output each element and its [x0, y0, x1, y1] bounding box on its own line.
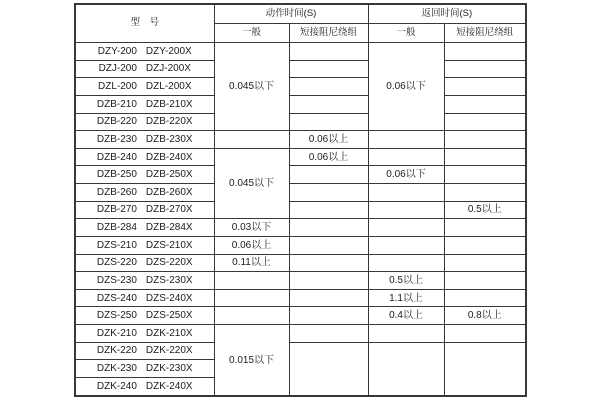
- table-row: [75, 254, 526, 272]
- value-cell: [289, 236, 368, 254]
- relay-spec-table: [74, 3, 527, 397]
- model-cell: [75, 307, 214, 325]
- value-cell: 0.015以下: [214, 325, 289, 397]
- model-cell: [75, 254, 214, 272]
- value-cell: [368, 325, 444, 343]
- model-label: DZB-250X: [145, 169, 193, 181]
- table-row: [75, 43, 526, 61]
- model-label: DZB-260: [96, 186, 137, 198]
- model-cell: [75, 43, 214, 61]
- value-cell: 0.4以上: [368, 307, 444, 325]
- header-row-1: [75, 4, 526, 24]
- model-label: DZK-210: [96, 327, 137, 339]
- header-return-time: 返回时间(S): [368, 4, 526, 24]
- header-action-general: 一般: [214, 24, 289, 43]
- table-row: [75, 113, 526, 131]
- value-cell: 0.06以上: [214, 236, 289, 254]
- model-label: DZK-240X: [145, 380, 193, 392]
- model-label: DZB-284X: [145, 222, 193, 234]
- model-cell: [75, 342, 214, 360]
- table-row: [75, 166, 526, 184]
- value-cell: 0.03以下: [214, 219, 289, 237]
- model-label: DZB-220X: [145, 116, 193, 128]
- value-cell: [444, 342, 526, 396]
- value-cell: [289, 166, 368, 184]
- table-row: [75, 289, 526, 307]
- value-cell: [444, 60, 526, 78]
- model-label: DZS-220: [96, 257, 137, 269]
- header-action-damping: 短接阻尼绕组: [289, 24, 368, 43]
- model-label: DZS-210: [96, 239, 137, 251]
- value-cell: [368, 254, 444, 272]
- value-cell: [214, 272, 289, 290]
- value-cell: [368, 236, 444, 254]
- value-cell: [289, 219, 368, 237]
- table-row: [75, 307, 526, 325]
- model-cell: [75, 219, 214, 237]
- value-cell: [289, 272, 368, 290]
- value-cell: [289, 78, 368, 96]
- model-label: DZB-210X: [145, 98, 193, 110]
- value-cell: [444, 272, 526, 290]
- value-cell: [289, 113, 368, 131]
- header-return-damping: 短接阻尼绕组: [444, 24, 526, 43]
- table-row: [75, 201, 526, 219]
- model-label: DZB-240: [96, 151, 137, 163]
- model-label: DZY-200: [97, 45, 137, 57]
- model-cell: [75, 289, 214, 307]
- model-label: DZB-270X: [145, 204, 193, 216]
- model-label: DZB-240X: [145, 151, 193, 163]
- value-cell: [368, 148, 444, 166]
- model-label: DZS-250X: [145, 310, 193, 322]
- model-label: DZS-220X: [145, 257, 193, 269]
- model-cell: [75, 113, 214, 131]
- table-row: [75, 325, 526, 343]
- table-row: [75, 184, 526, 202]
- model-label: DZL-200X: [145, 81, 192, 93]
- value-cell: [368, 342, 444, 396]
- value-cell: [444, 289, 526, 307]
- value-cell: [444, 43, 526, 61]
- model-label: DZL-200: [98, 81, 137, 93]
- value-cell: [214, 307, 289, 325]
- value-cell: 0.5以上: [444, 201, 526, 219]
- model-cell: [75, 360, 214, 378]
- value-cell: [444, 95, 526, 113]
- model-label: DZS-240: [96, 292, 137, 304]
- table-row: [75, 148, 526, 166]
- table-row: [75, 78, 526, 96]
- model-cell: [75, 377, 214, 396]
- model-label: DZJ-200X: [145, 63, 191, 75]
- model-label: DZB-270: [96, 204, 137, 216]
- table-body: [75, 43, 526, 397]
- model-label: DZB-230: [96, 133, 137, 145]
- value-cell: [368, 131, 444, 149]
- value-cell: [289, 60, 368, 78]
- value-cell: 0.045以下: [214, 43, 289, 131]
- value-cell: 1.1以上: [368, 289, 444, 307]
- table-header: [75, 4, 526, 43]
- model-label: DZB-230X: [145, 133, 193, 145]
- value-cell: [368, 184, 444, 202]
- value-cell: [289, 43, 368, 61]
- model-cell: [75, 236, 214, 254]
- header-action-time: 动作时间(S): [214, 4, 368, 24]
- model-cell: [75, 166, 214, 184]
- table-row: [75, 342, 526, 360]
- table-row: [75, 131, 526, 149]
- value-cell: [289, 184, 368, 202]
- value-cell: [214, 289, 289, 307]
- value-cell: [289, 307, 368, 325]
- model-label: DZB-260X: [145, 186, 193, 198]
- value-cell: 0.045以下: [214, 148, 289, 219]
- table-row: [75, 236, 526, 254]
- value-cell: [444, 166, 526, 184]
- model-label: DZB-210: [96, 98, 137, 110]
- model-cell: [75, 201, 214, 219]
- model-label: DZY-200X: [145, 45, 192, 57]
- value-cell: [289, 342, 368, 396]
- value-cell: [444, 254, 526, 272]
- header-model: 型 号: [75, 4, 214, 43]
- model-label: DZK-230: [96, 363, 137, 375]
- value-cell: 0.8以上: [444, 307, 526, 325]
- model-cell: [75, 148, 214, 166]
- value-cell: [289, 289, 368, 307]
- model-label: DZK-210X: [145, 327, 193, 339]
- model-label: DZK-230X: [145, 363, 193, 375]
- value-cell: [444, 184, 526, 202]
- value-cell: [444, 236, 526, 254]
- value-cell: [214, 131, 289, 149]
- model-label: DZS-230: [96, 274, 137, 286]
- value-cell: [444, 219, 526, 237]
- spec-table-container: [74, 3, 527, 397]
- value-cell: [444, 148, 526, 166]
- value-cell: 0.06以下: [368, 166, 444, 184]
- model-label: DZK-240: [96, 380, 137, 392]
- value-cell: [444, 131, 526, 149]
- value-cell: [444, 78, 526, 96]
- table-row: [75, 272, 526, 290]
- value-cell: [289, 201, 368, 219]
- value-cell: [444, 325, 526, 343]
- value-cell: [368, 201, 444, 219]
- model-label: DZB-250: [96, 169, 137, 181]
- model-cell: [75, 272, 214, 290]
- value-cell: [289, 325, 368, 343]
- model-cell: [75, 184, 214, 202]
- value-cell: [289, 95, 368, 113]
- model-cell: [75, 78, 214, 96]
- table-row: [75, 60, 526, 78]
- model-label: DZK-220X: [145, 345, 193, 357]
- table-row: [75, 219, 526, 237]
- header-return-general: 一般: [368, 24, 444, 43]
- model-cell: [75, 131, 214, 149]
- model-cell: [75, 325, 214, 343]
- model-label: DZB-220: [96, 116, 137, 128]
- value-cell: [368, 219, 444, 237]
- model-cell: [75, 95, 214, 113]
- model-label: DZB-284: [96, 222, 137, 234]
- model-label: DZS-230X: [145, 274, 193, 286]
- value-cell: [289, 254, 368, 272]
- value-cell: 0.06以上: [289, 148, 368, 166]
- model-label: DZS-210X: [145, 239, 193, 251]
- value-cell: 0.11以上: [214, 254, 289, 272]
- model-cell: [75, 60, 214, 78]
- model-label: DZS-240X: [145, 292, 193, 304]
- value-cell: 0.06以下: [368, 43, 444, 131]
- model-label: DZS-250: [96, 310, 137, 322]
- model-label: DZJ-200: [98, 63, 137, 75]
- table-row: [75, 95, 526, 113]
- value-cell: 0.5以上: [368, 272, 444, 290]
- value-cell: 0.06以上: [289, 131, 368, 149]
- value-cell: [444, 113, 526, 131]
- model-label: DZK-220: [96, 345, 137, 357]
